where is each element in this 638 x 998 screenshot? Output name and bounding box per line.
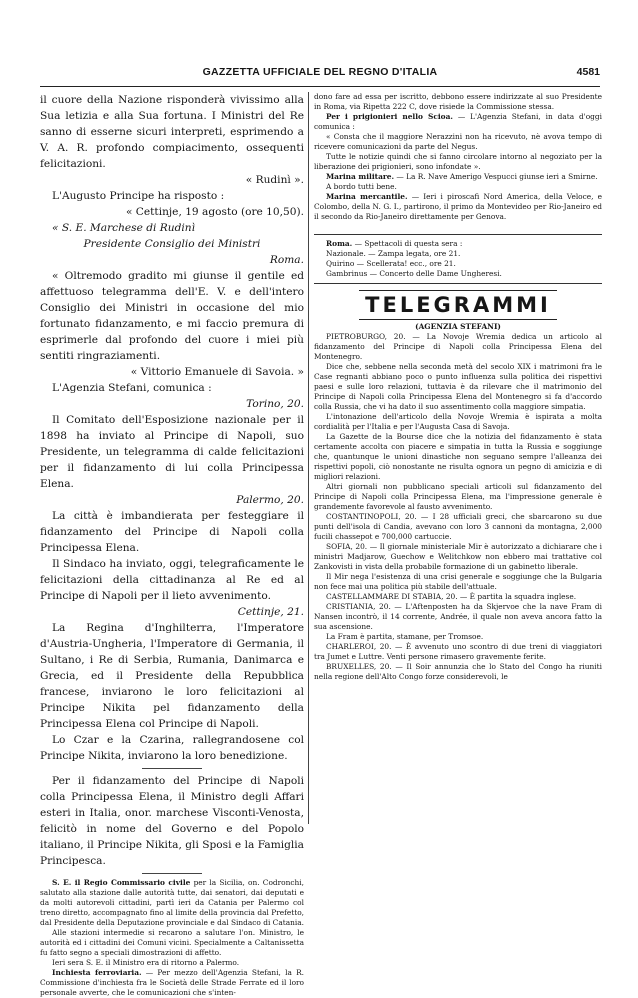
telegram: CASTELLAMMARE DI STABIA, 20. — È partita la squadra inglese. [326, 592, 577, 601]
telegram: CHARLEROI, 20. — È avvenuto uno scontro di due treni di viaggiatori tra Jumet e Luttre. Venti persone rimasero gravemente ferite. [314, 642, 602, 661]
spacer [314, 222, 602, 230]
separator [142, 873, 202, 874]
dateline: « Cettinje, 19 agosto (ore 10,50). [125, 206, 304, 218]
page-number: 4581 [576, 66, 600, 78]
dateline: Palermo, 20. [236, 494, 304, 506]
news-heading: Marina mercantile. [326, 192, 408, 201]
header-rule [40, 86, 600, 87]
shows-heading [314, 239, 602, 249]
telegram: CRISTIANIA, 20. — L'Aftenposten ha da Skjervoe che la nave Fram di Nansen incontrò, il 14 corrente, Andrée, il quale non aveva ancora fatto la sua ascensione. [314, 602, 602, 631]
news-heading: S. E. il Regio Commissario civile [52, 878, 191, 887]
paragraph: La Regina d'Inghilterra, l'Imperatore d'Austria-Ungheria, l'Imperatore di Germania, il Sultano, i Re di Serbia, Rumania, Danimarca e Grecia, ed il Presidente della Repubblica francese, inviarono le loro felicitazioni al Principe Nikita pel fidanzamento della Principessa Elena col Principe di Napoli. [40, 622, 304, 730]
telegram: PIETROBURGO, 20. — La Novoje Wremia dedica un articolo al fidanzamento del Principe di Napoli colla Principessa Elena del Montenegro. [314, 332, 602, 361]
news-text: — Ieri i piroscafi Nord America, della Veloce, e Colombo, della N. G. I., partirono, il primo da Montevideo per Rio-Janeiro ed il secondo da Rio-Janeiro direttamente per Genova. [314, 192, 602, 221]
left-column [40, 92, 304, 998]
telegram: BRUXELLES, 20. — Il Soir annunzia che lo Stato del Congo ha riuniti nella regione dell'Alto Congo forze considerevoli, le [314, 662, 602, 681]
paragraph: L'Agenzia Stefani, comunica : [52, 382, 212, 394]
addressee: « S. E. Marchese di Rudinì [52, 222, 195, 234]
page-header [40, 66, 600, 82]
news-item [314, 112, 602, 132]
telegram: L'intonazione dell'articolo della Novoje Wremia è ispirata a molta cordialità per l'Italia e per l'Augusta Casa di Savoja. [314, 412, 602, 431]
separator [142, 768, 202, 769]
paragraph: Lo Czar e la Czarina, rallegrandosene col Principe Nikita, inviarono la loro benedizione. [40, 734, 304, 762]
telegrams-heading [314, 290, 602, 320]
paragraph: Tutte le notizie quindi che si fanno circolare intorno al negoziato per la liberazione dei prigionieri, sono infondate ». [314, 152, 602, 171]
telegram: La Fram è partita, stamane, per Tromsoe. [326, 632, 484, 641]
shows-title: — Spettacoli di questa sera : [354, 239, 463, 248]
show-entry: Nazionale. — Zampa legata, ore 21. [326, 249, 461, 258]
news-text: — Per mezzo dell'Agenzia Stefani, la R. Commissione d'inchiesta fra le Società delle Strade Ferrate ed il loro personale avverte, che le comunicazioni che s'inten- [40, 968, 305, 997]
paragraph: dono fare ad essa per iscritto, debbono essere indirizzate al suo Presidente in Roma, via Ripetta 222 C, dove risiede la Commissione stessa. [314, 92, 602, 111]
news-heading: Per i prigionieri nello Scioa. [326, 112, 453, 121]
section-rule [314, 234, 602, 235]
show-entry: Quirino — Scellerata! ecc., ore 21. [326, 259, 456, 268]
signature: « Vittorio Emanuele di Savoia. » [130, 366, 304, 378]
paragraph: Il Comitato dell'Esposizione nazionale per il 1898 ha inviato al Principe di Napoli, suo Presidente, un telegramma di calde felicitazioni per il fidanzamento di lui colla Principessa Elena. [40, 414, 304, 490]
news-text: per la Sicilia, on. Codronchi, salutato alla stazione dalle autorità tutte, dai senatori, dai deputati e da molti autorevoli cittadini, partì ieri da Catania per Palermo col treno diretto, accompagnato fino al limite della provincia dal Prefetto, dal Presidente della Deputazione provinciale e dal Sindaco di Catania. [40, 878, 304, 927]
column-divider [308, 92, 309, 824]
telegrams-title: TELEGRAMMI [359, 290, 557, 320]
dateline: Torino, 20. [246, 398, 304, 410]
paragraph: « Oltremodo gradito mi giunse il gentile ed affettuoso telegramma dell'E. V. e dell'intero Consiglio dei Ministri in occasione del mio fortunato fidanzamento, e mi faccio premura di esprimerle dal profondo del cuore i miei più sentiti ringraziamenti. [40, 270, 304, 362]
news-item [40, 878, 304, 928]
paragraph: Ieri sera S. E. il Ministro era di ritorno a Palermo. [52, 958, 240, 967]
telegram: Altri giornali non pubblicano speciali articoli sul fidanzamento del Principe di Napoli colla Principessa Elena, ma l'impressione generale è grandemente favorevole al fausto avvenimento. [314, 482, 602, 511]
paragraph: L'Augusto Principe ha risposto : [52, 190, 225, 202]
news-heading: Marina militare. [326, 172, 395, 181]
news-item [314, 192, 602, 222]
telegram: SOFIA, 20. — Il giornale ministeriale Mir è autorizzato a dichiarare che i ministri Madjarow, Guechow e Welitchkow non ebbero mai trattative col Zankovisti in vista della probabile formazione di un gabinetto liberale. [314, 542, 602, 571]
shows-city: Roma. [326, 239, 353, 248]
telegram: Dice che, sebbene nella seconda metà del secolo XIX i matrimoni fra le Case regnanti abbiano poco o punto influenza sulla politica dei rispettivi paesi e sulle loro relazioni, tuttavia è da rilevare che il matrimonio del Principe di Napoli colla Principessa Elena del Montenegro si fa d'accordo colla Russia, che vi ha dato il suo assentimento colla maggiore simpatia. [314, 362, 602, 411]
paragraph: A bordo tutti bene. [326, 182, 397, 191]
paragraph: « Consta che il maggiore Nerazzini non ha ricevuto, nè avova tempo di ricevere comunicazioni da parte del Negus. [314, 132, 602, 151]
section-rule [314, 283, 602, 284]
right-column [314, 92, 602, 682]
news-text: — L'Agenzia Stefani, in data d'oggi comunica : [314, 112, 602, 131]
news-item [314, 172, 602, 182]
telegram: COSTANTINOPOLI, 20. — I 28 ufficiali greci, che sbarcarono su due punti dell'isola di Candia, avevano con loro 3 cannoni da montagna, 2,000 fucili chassepot e 700,000 cartuccie. [314, 512, 602, 541]
place: Roma. [269, 254, 304, 266]
paragraph: Alle stazioni intermedie si recarono a salutare l'on. Ministro, le autorità ed i cittadini dei Comuni vicini. Specialmente a Caltanissetta fu fatto segno a speciali dimostrazioni di affetto. [40, 928, 304, 957]
news-heading: Inchiesta ferroviaria. [52, 968, 142, 977]
newspaper-title: GAZZETTA UFFICIALE DEL REGNO D'ITALIA [202, 66, 438, 78]
news-text: — La R. Nave Amerigo Vespucci giunse ieri a Smirne. [396, 172, 598, 181]
dateline: Cettinje, 21. [237, 606, 304, 618]
signature: « Rudinì ». [245, 174, 304, 186]
addressee-title: Presidente Consiglio dei Ministri [83, 238, 261, 250]
telegram: La Gazette de la Bourse dice che la notizia del fidanzamento è stata certamente accolta con piacere e simpatia in tutta la Russia e soggiunge che, quantunque le unioni dinastiche non seguano sempre l'alleanza dei rispettivi popoli, ciò nonostante ne risulta ognora un pegno di amicizia e di migliori relazioni. [314, 432, 602, 481]
paragraph: La città è imbandierata per festeggiare il fidanzamento del Principe di Napoli colla Principessa Elena. [40, 510, 304, 554]
telegram: Il Mir nega l'esistenza di una crisi generale e soggiunge che la Bulgaria non fece mai una politica più stabile dell'attuale. [314, 572, 602, 591]
show-entry: Gambrinus — Concerto delle Dame Ungheresi. [326, 269, 502, 278]
paragraph: il cuore della Nazione risponderà vivissimo alla Sua letizia e alla Sua fortuna. I Ministri del Re sanno di esserne sicuri interpreti, esprimendo a V. A. R. profondo compiacimento, ossequenti felicitazioni. [40, 94, 304, 170]
paragraph: Per il fidanzamento del Principe di Napoli colla Principessa Elena, il Ministro degli Affari esteri in Italia, onor. marchese Visconti-Venosta, felicitò in nome del Governo e del Popolo italiano, il Principe Nikita, gli Sposi e la Famiglia Principesca. [40, 775, 304, 867]
news-item [40, 968, 304, 998]
telegrams-source: (AGENZIA STEFANI) [415, 322, 501, 331]
paragraph: Il Sindaco ha inviato, oggi, telegraficamente le felicitazioni della cittadinanza al Re ed al Principe di Napoli per il lieto avvenimento. [40, 558, 304, 602]
